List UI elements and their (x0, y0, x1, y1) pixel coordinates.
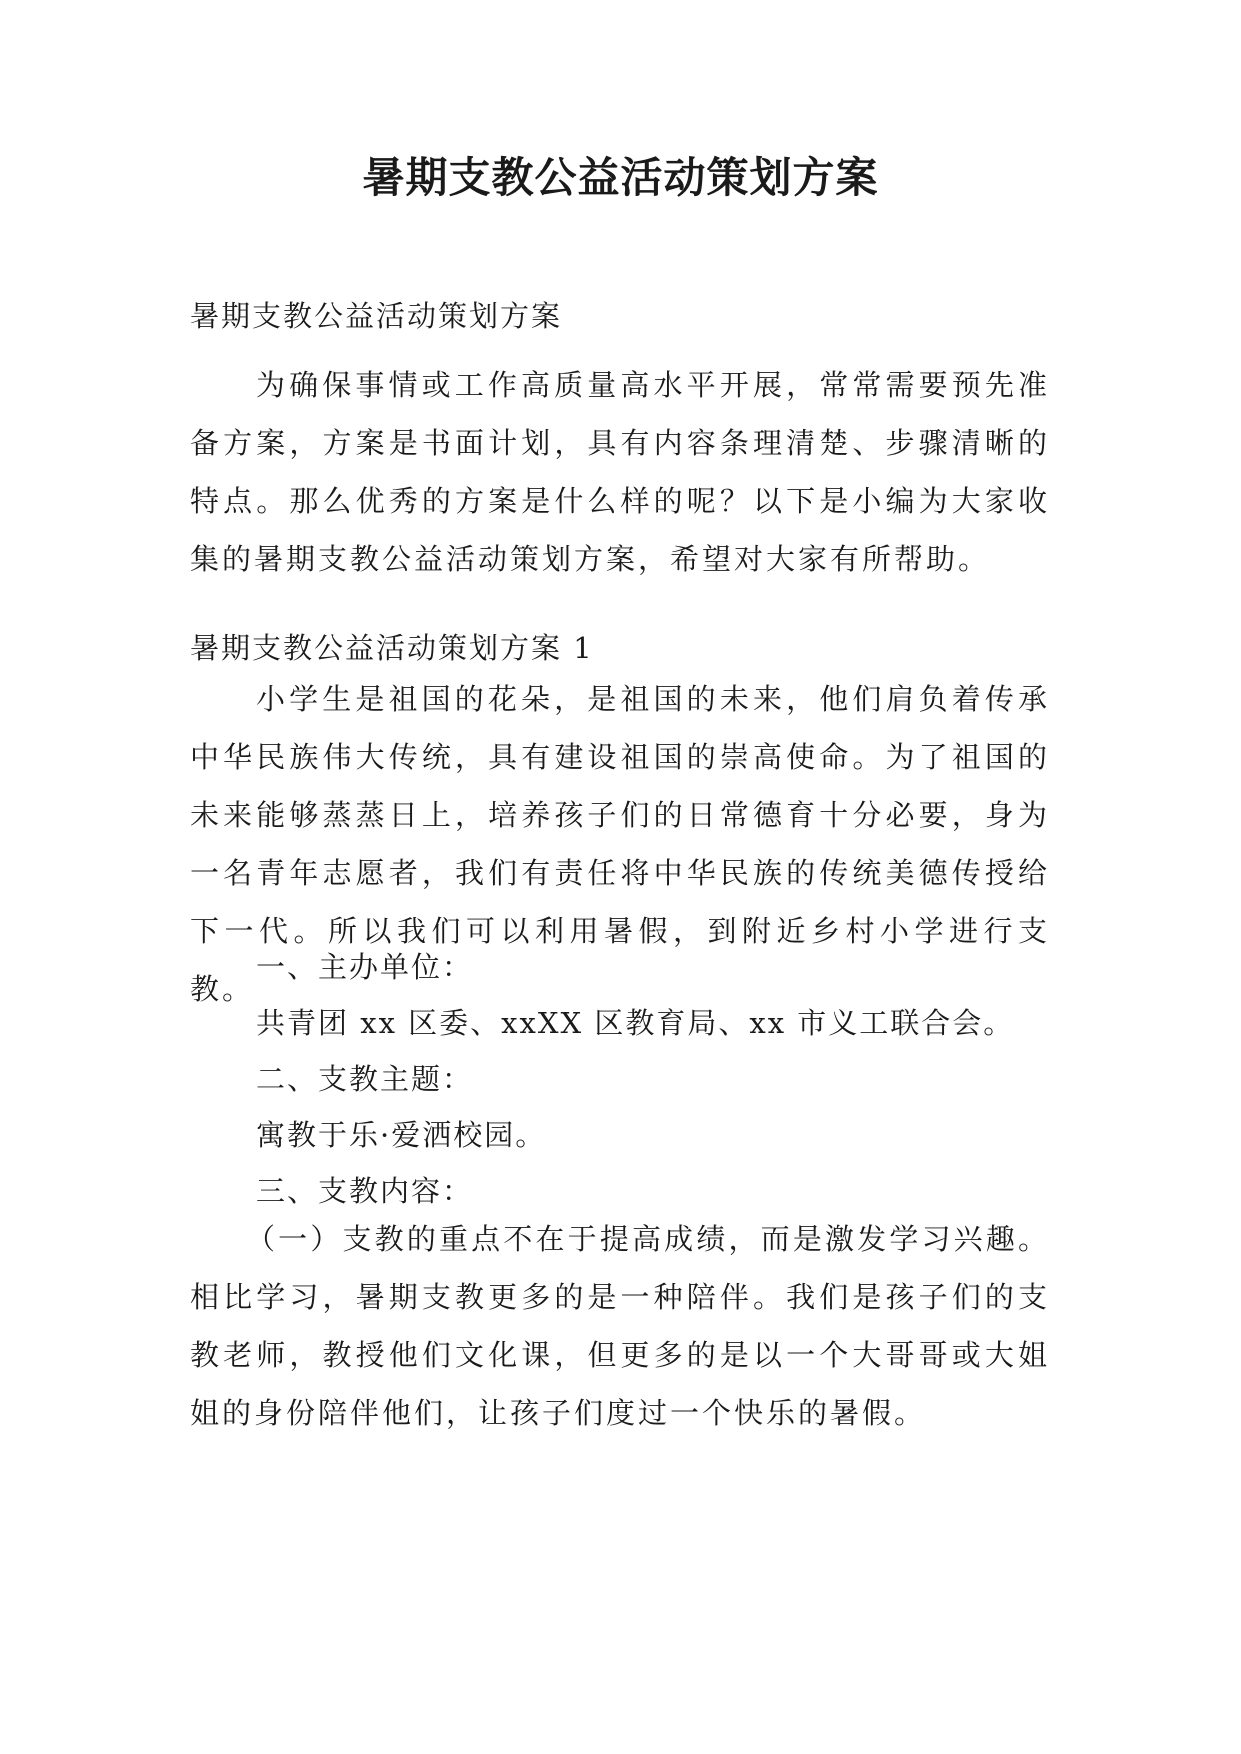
intro-paragraph: 为确保事情或工作高质量高水平开展，常常需要预先准备方案，方案是书面计划，具有内容条理清楚、步骤清晰的特点。那么优秀的方案是什么样的呢？以下是小编为大家收集的暑期支教公益活动策划方案，希望对大家有所帮助。 (190, 368, 1050, 576)
item-2-value: 寓教于乐·爱洒校园。 (256, 1118, 547, 1152)
section-1-paragraph: 小学生是祖国的花朵，是祖国的未来，他们肩负着传承中华民族伟大传统，具有建设祖国的崇高使命。为了祖国的未来能够蒸蒸日上，培养孩子们的日常德育十分必要，身为一名青年志愿者，我们有责任将中华民族的传统美德传授给下一代。所以我们可以利用暑假，到附近乡村小学进行支教。 (190, 682, 1050, 1006)
item-2-label: 二、支教主题： (256, 1062, 474, 1096)
document-subtitle: 暑期支教公益活动策划方案 (190, 299, 563, 333)
item-1-value: 共青团 xx 区委、xxXX 区教育局、xx 市义工联合会。 (256, 1006, 1015, 1040)
section-1-heading: 暑期支教公益活动策划方案 1 (190, 631, 594, 665)
item-3-label: 三、支教内容： (256, 1174, 474, 1208)
item-1-label: 一、主办单位： (256, 950, 474, 984)
document-title: 暑期支教公益活动策划方案 (362, 153, 879, 202)
item-3-paragraph: （一）支教的重点不在于提高成绩，而是激发学习兴趣。相比学习，暑期支教更多的是一种陪伴。我们是孩子们的支教老师，教授他们文化课，但更多的是以一个大哥哥或大姐姐的身份陪伴他们，让孩子们度过一个快乐的暑假。 (190, 1222, 1050, 1430)
